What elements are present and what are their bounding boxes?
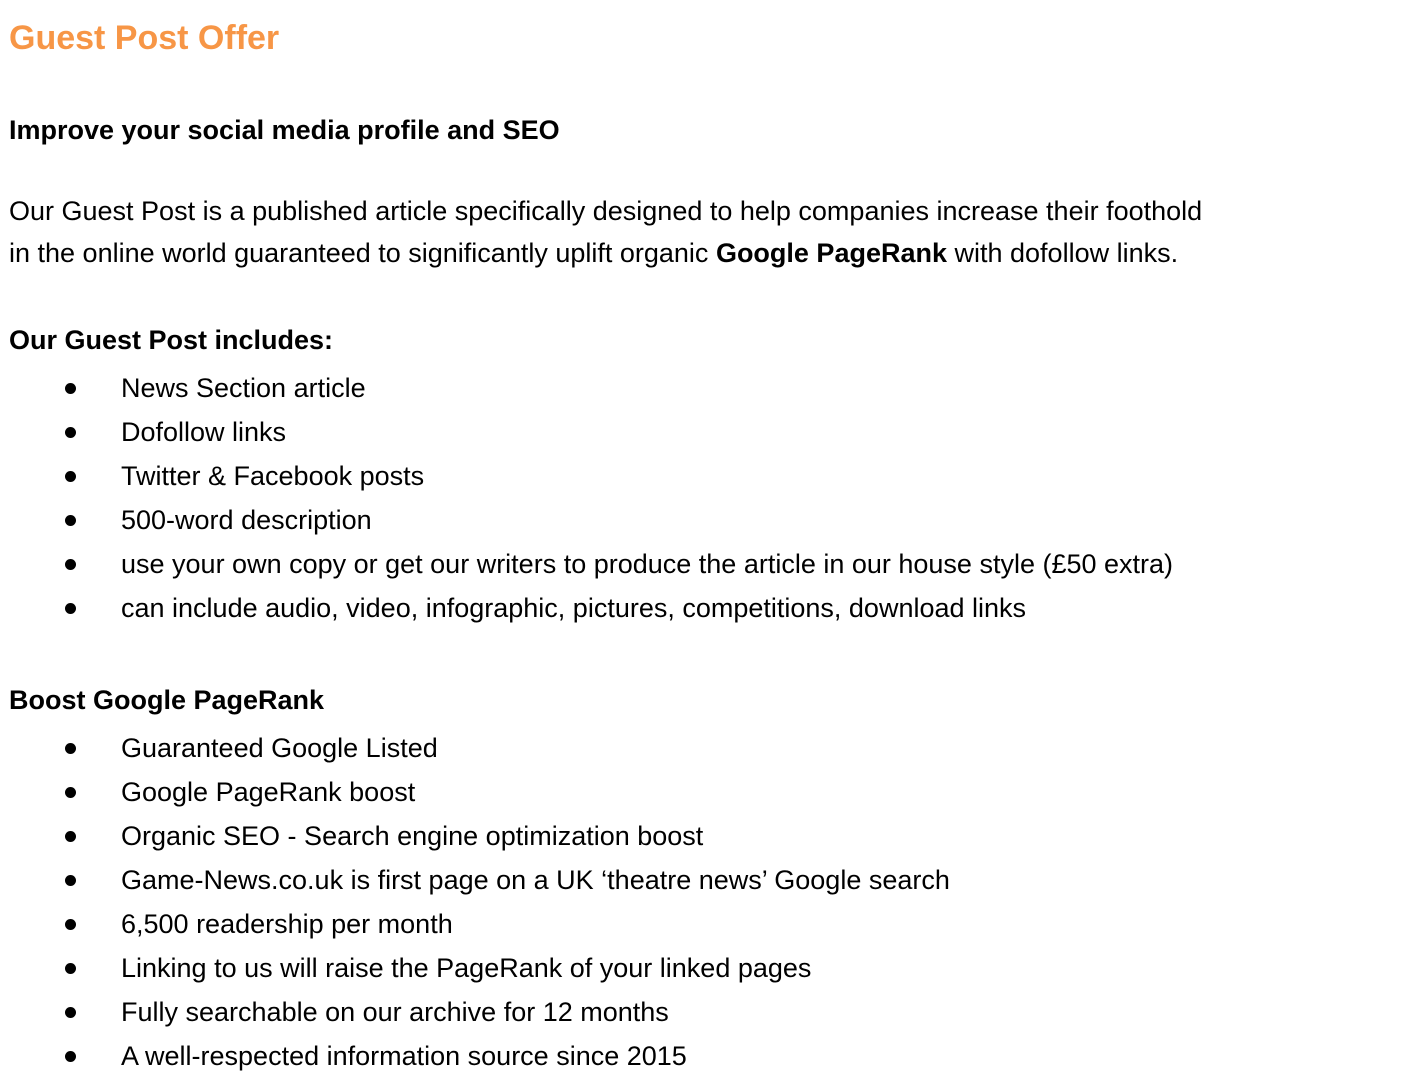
intro-line-1: Our Guest Post is a published article specifically designed to help companies increase their foothold: [9, 196, 1203, 226]
includes-heading: Our Guest Post includes:: [9, 325, 334, 355]
list-item-text: Google PageRank boost: [121, 777, 416, 807]
list-item: [9, 814, 1409, 858]
list-item: [9, 542, 1409, 586]
document-body: [9, 14, 1409, 1078]
list-item-text: A well-respected information source since 2015: [121, 1041, 687, 1071]
bullet-icon: [65, 831, 76, 842]
bullet-icon: [65, 787, 76, 798]
bullet-icon: [65, 963, 76, 974]
list-item-text: Fully searchable on our archive for 12 months: [121, 997, 669, 1027]
list-item-text: Dofollow links: [121, 417, 287, 447]
list-item: [9, 726, 1409, 770]
bullet-icon: [65, 919, 76, 930]
list-item-text: Guaranteed Google Listed: [121, 733, 438, 763]
intro-line-2-start: in the online world guaranteed to significantly uplift organic: [9, 238, 716, 268]
boost-list: [9, 726, 1409, 1078]
list-item-text: 500-word description: [121, 505, 372, 535]
list-item: [9, 990, 1409, 1034]
list-item: [9, 858, 1409, 902]
document-title: Guest Post Offer: [9, 19, 280, 57]
bullet-icon: [65, 427, 76, 438]
list-item-text: Linking to us will raise the PageRank of your linked pages: [121, 953, 812, 983]
bullet-icon: [65, 383, 76, 394]
list-item-text: use your own copy or get our writers to produce the article in our house style (£50 extra): [121, 549, 1174, 579]
bullet-icon: [65, 559, 76, 570]
bullet-icon: [65, 743, 76, 754]
list-item-text: Game-News.co.uk is first page on a UK ‘theatre news’ Google search: [121, 865, 950, 895]
bullet-icon: [65, 603, 76, 614]
bullet-icon: [65, 515, 76, 526]
intro-line-2-end: with dofollow links.: [947, 238, 1179, 268]
list-item: [9, 454, 1409, 498]
list-item-text: can include audio, video, infographic, pictures, competitions, download links: [121, 593, 1027, 623]
list-item-text: News Section article: [121, 373, 366, 403]
list-item-text: Organic SEO - Search engine optimization boost: [121, 821, 704, 851]
list-item: [9, 770, 1409, 814]
list-item: [9, 498, 1409, 542]
bullet-icon: [65, 1051, 76, 1062]
list-item: [9, 366, 1409, 410]
boost-heading: Boost Google PageRank: [9, 685, 325, 715]
bullet-icon: [65, 471, 76, 482]
list-item: [9, 1034, 1409, 1078]
intro-bold-term: Google PageRank: [715, 238, 947, 268]
includes-list: [9, 366, 1409, 630]
list-item-text: 6,500 readership per month: [121, 909, 453, 939]
list-item-text: Twitter & Facebook posts: [121, 461, 425, 491]
list-item: [9, 410, 1409, 454]
intro-paragraph: [9, 190, 1409, 274]
list-item: [9, 946, 1409, 990]
list-item: [9, 902, 1409, 946]
bullet-icon: [65, 1007, 76, 1018]
list-item: [9, 586, 1409, 630]
bullet-icon: [65, 875, 76, 886]
document-subtitle: Improve your social media profile and SEO: [9, 115, 560, 145]
